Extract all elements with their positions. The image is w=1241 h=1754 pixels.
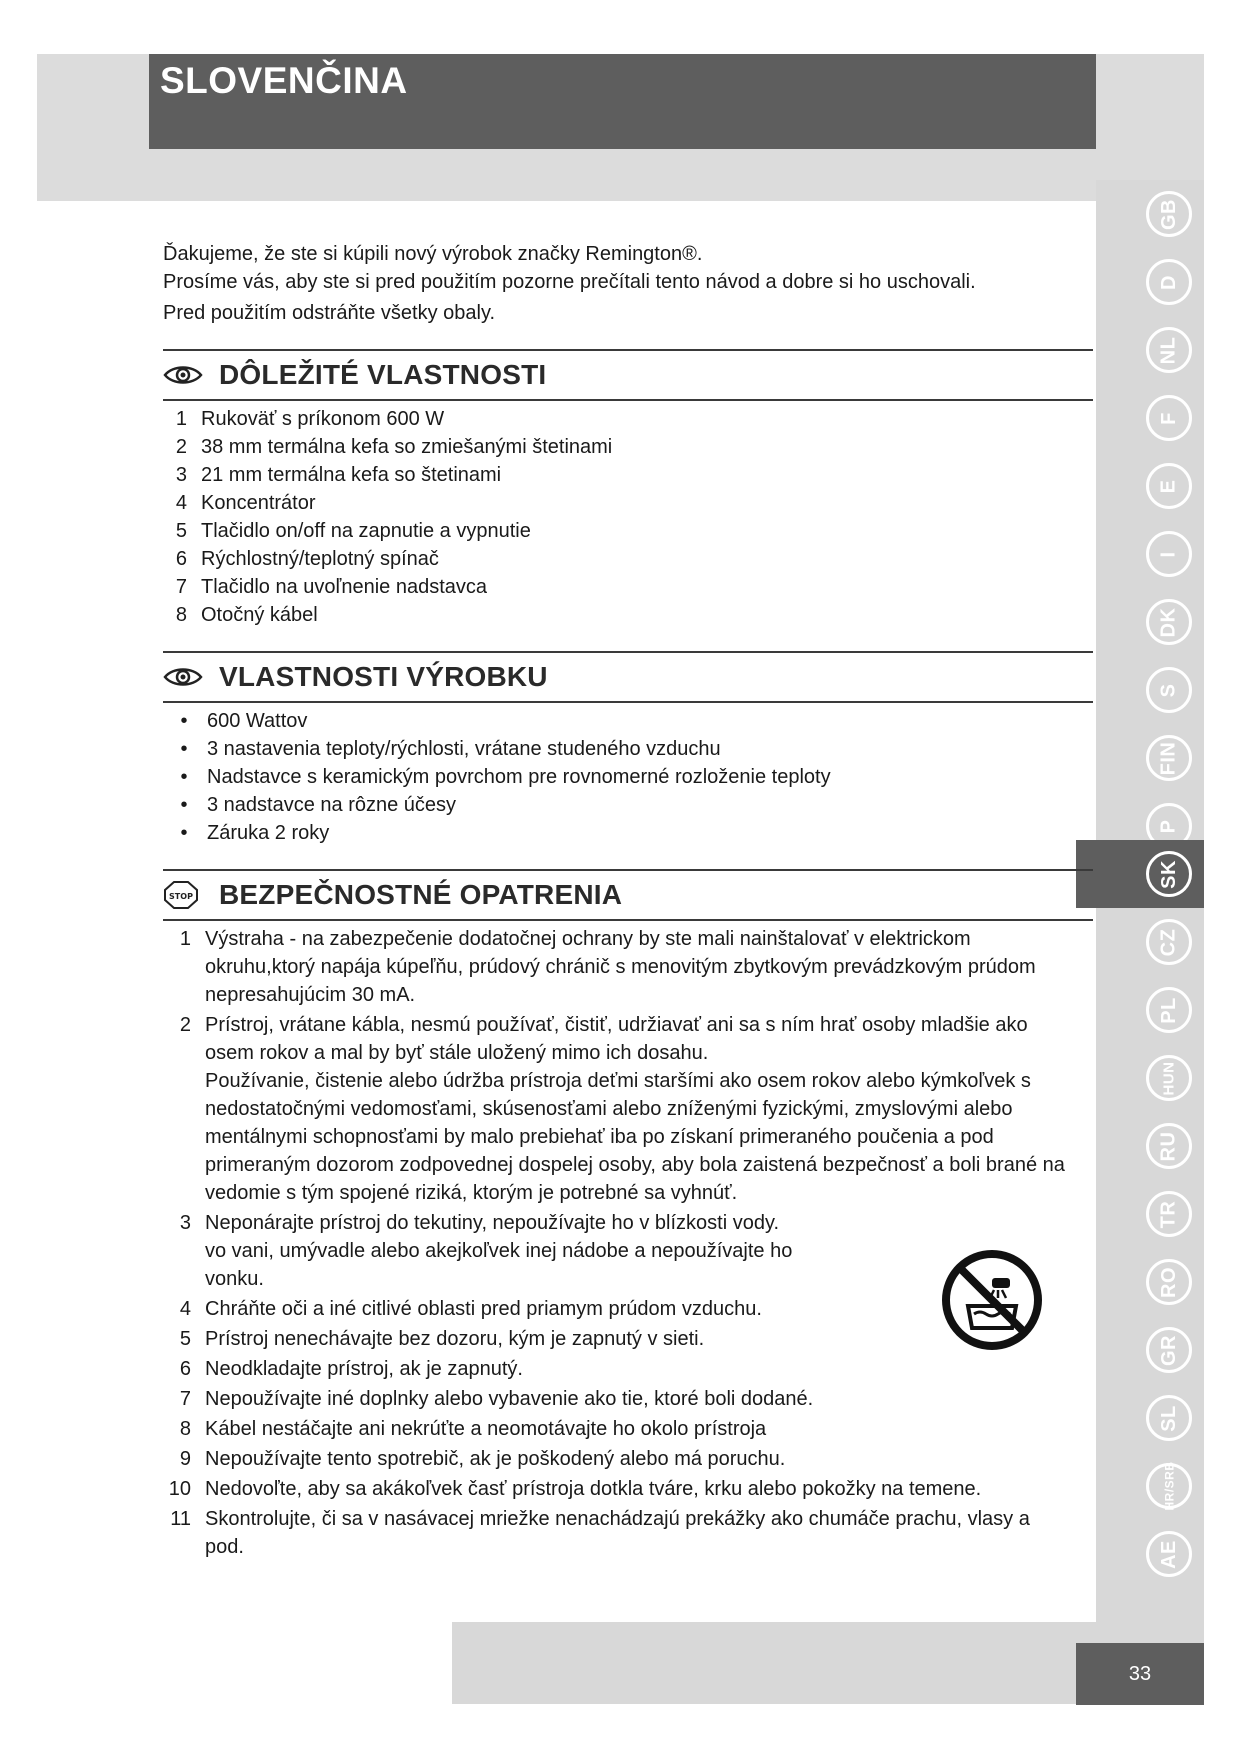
- content: [163, 240, 1093, 1563]
- lang-tab-tr[interactable]: TR: [1096, 1180, 1204, 1248]
- lang-tab-dk[interactable]: DK: [1096, 588, 1204, 656]
- section-title: VLASTNOSTI VÝROBKU: [219, 661, 548, 692]
- section-title: BEZPEČNOSTNÉ OPATRENIA: [219, 879, 623, 910]
- features-list: [163, 405, 1093, 629]
- list-item: 3 Neponárajte prístroj do tekutiny, nepoužívajte ho v blízkosti vody. vo vani, umývadle alebo akejkoľvek inej nádobe a nepoužívajte ho vonku.: [179, 1212, 793, 1290]
- features-section: [163, 349, 1093, 629]
- language-tabs: [1096, 180, 1204, 1580]
- list-item: 8 Otočný kábel: [175, 604, 318, 626]
- lang-tab-gr[interactable]: GR: [1096, 1316, 1204, 1384]
- lang-tab-gb[interactable]: GB: [1096, 180, 1204, 248]
- list-item: • 600 Wattov: [180, 710, 308, 732]
- list-item: 1 Rukoväť s príkonom 600 W: [175, 408, 445, 430]
- list-item: 7 Nepoužívajte iné doplnky alebo vybavenie ako tie, ktoré boli dodané.: [179, 1388, 814, 1410]
- list-item: • Záruka 2 roky: [180, 822, 330, 844]
- svg-text:STOP: STOP: [169, 892, 193, 901]
- intro-line: Prosíme vás, aby ste si pred použitím pozorne prečítali tento návod a dobre si ho uschovali.: [163, 271, 976, 293]
- product-section: [163, 651, 1093, 847]
- list-item: 7 Tlačidlo na uvoľnenie nadstavca: [175, 576, 488, 598]
- list-item: 5 Prístroj nenechávajte bez dozoru, kým je zapnutý v sieti.: [179, 1328, 705, 1350]
- section-title: DÔLEŽITÉ VLASTNOSTI: [219, 359, 547, 390]
- list-item: 2 Prístroj, vrátane kábla, nesmú používať, čistiť, udržiavať ani sa s ním hrať osoby mladšie ako osem rokov a mal by byť stále uložený mimo ich dosahu. Používanie, čistenie alebo údržba prístroja deťmi staršími ako osem rokov alebo kýmkoľvek s nedostatočnými vedomosťami, skúsenosťami alebo zníženými fyzickými, zmyslovými alebo mentálnymi schopnosťami by malo prebiehať iba po získaní primeraného poučenia a pod primeraným dozorom zodpovednej dospelej osoby, aby bola zaistená bezpečnosť a boli brané na vedomie s tým spojené riziká, ktorým je potrebné sa vyhnúť.: [179, 1014, 1065, 1204]
- safety-section: [163, 869, 1093, 1561]
- list-item: • 3 nadstavce na rôzne účesy: [180, 794, 457, 816]
- eye-icon: [163, 662, 207, 692]
- intro-line: Ďakujeme, že ste si kúpili nový výrobok značky Remington®.: [163, 243, 703, 265]
- section-heading: [163, 869, 1093, 921]
- list-item: 10 Nedovoľte, aby sa akákoľvek časť prístroja dotkla tváre, krku alebo pokožky na temene.: [168, 1478, 982, 1500]
- lang-tab-ru[interactable]: RU: [1096, 1112, 1204, 1180]
- lang-tab-ae[interactable]: AE: [1096, 1520, 1204, 1588]
- safety-list: [163, 925, 1073, 1561]
- eye-icon: [163, 360, 207, 390]
- lang-tab-hun[interactable]: HUN: [1096, 1044, 1204, 1112]
- lang-tab-cz[interactable]: CZ: [1096, 908, 1204, 976]
- lang-tab-d[interactable]: D: [1096, 248, 1204, 316]
- intro: [163, 240, 1093, 327]
- lang-tab-e[interactable]: E: [1096, 452, 1204, 520]
- lang-tab-sk[interactable]: SK: [1076, 840, 1204, 908]
- list-item: 8 Kábel nestáčajte ani nekrúťte a neomotávajte ho okolo prístroja: [179, 1418, 767, 1440]
- lang-tab-p[interactable]: P: [1096, 792, 1204, 860]
- list-item: 4 Chráňte oči a iné citlivé oblasti pred priamym prúdom vzduchu.: [179, 1298, 762, 1320]
- lang-tab-sl[interactable]: SL: [1096, 1384, 1204, 1452]
- list-item: • 3 nastavenia teploty/rýchlosti, vrátane studeného vzduchu: [180, 738, 721, 760]
- lang-tab-i[interactable]: I: [1096, 520, 1204, 588]
- lang-tab-pl[interactable]: PL: [1096, 976, 1204, 1044]
- section-heading: [163, 349, 1093, 401]
- list-item: 11 Skontrolujte, či sa v nasávacej mriežke nenachádzajú prekážky ako chumáče prachu, vlasy a pod.: [170, 1508, 1030, 1558]
- stop-sign-icon: [163, 880, 207, 910]
- lang-tab-f[interactable]: F: [1096, 384, 1204, 452]
- list-item: 5 Tlačidlo on/off na zapnutie a vypnutie: [175, 520, 531, 542]
- list-item: • Nadstavce s keramickým povrchom pre rovnomerné rozloženie teploty: [180, 766, 831, 788]
- list-item: 6 Rýchlostný/teplotný spínač: [175, 548, 439, 570]
- product-list: [163, 707, 1093, 847]
- lang-tab-hr-srb[interactable]: HR/SRB: [1096, 1452, 1204, 1520]
- lang-tab-nl[interactable]: NL: [1096, 316, 1204, 384]
- lang-tab-fin[interactable]: FIN: [1096, 724, 1204, 792]
- list-item: 6 Neodkladajte prístroj, ak je zapnutý.: [179, 1358, 523, 1380]
- page-number: 33: [1076, 1643, 1204, 1705]
- no-water-icon: [940, 1248, 1044, 1352]
- list-item: 9 Nepoužívajte tento spotrebič, ak je poškodený alebo má poruchu.: [179, 1448, 786, 1470]
- list-item: 1 Výstraha - na zabezpečenie dodatočnej ochrany by ste mali nainštalovať v elektrickom okruhu,ktorý napája kúpeľňu, prúdový chránič s menovitým zbytkovým prevádzkovým prúdom nepresahujúcim 30 mA.: [179, 928, 1036, 1006]
- list-item: 2 38 mm termálna kefa so zmiešanými štetinami: [175, 436, 613, 458]
- intro-line: Pred použitím odstráňte všetky obaly.: [163, 302, 496, 324]
- section-heading: [163, 651, 1093, 703]
- list-item: 3 21 mm termálna kefa so štetinami: [175, 464, 502, 486]
- lang-tab-s[interactable]: S: [1096, 656, 1204, 724]
- lang-tab-ro[interactable]: RO: [1096, 1248, 1204, 1316]
- list-item: 4 Koncentrátor: [175, 492, 316, 514]
- page-title: SLOVENČINA: [160, 60, 408, 101]
